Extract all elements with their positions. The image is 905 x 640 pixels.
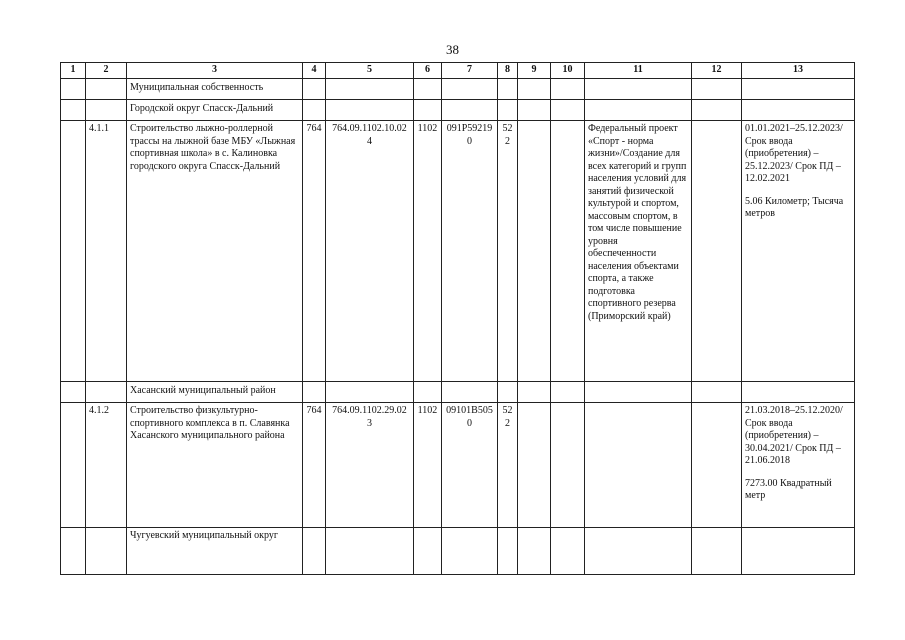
header-cell: 6 xyxy=(414,63,442,79)
header-cell: 12 xyxy=(692,63,742,79)
row-number: 4.1.2 xyxy=(86,403,127,528)
investment-objects-table xyxy=(60,62,855,575)
header-cell: 1 xyxy=(61,63,86,79)
cell-col8: 52 2 xyxy=(498,403,518,528)
deadlines-cell xyxy=(742,121,855,382)
header-cell: 7 xyxy=(442,63,498,79)
cell-col5: 764.09.1102.29.02 3 xyxy=(326,403,414,528)
header-cell: 8 xyxy=(498,63,518,79)
header-cell: 9 xyxy=(518,63,551,79)
table-row xyxy=(61,403,855,528)
capacity-text: 5.06 Километр; Тысяча метров xyxy=(745,195,844,219)
section-label: Городской округ Спасск-Дальний xyxy=(127,100,303,121)
section-label: Чугуевский муниципальный округ xyxy=(127,528,303,575)
federal-project xyxy=(585,403,692,528)
cell-col7: 091P59219 0 xyxy=(442,121,498,382)
section-row xyxy=(61,79,855,100)
capacity-text: 7273.00 Квадратный метр xyxy=(745,477,832,501)
federal-project: Федеральный проект «Спорт - норма жизни»/Создание для всех категорий и групп населения условий для занятий физической культурой и спортом, массовым спортом, в том числе повышение уровня обеспеченности населения объектами спорта, а также подготовка спортивного резерва (Приморский край) xyxy=(585,121,692,382)
cell-col4: 764 xyxy=(303,403,326,528)
header-cell: 4 xyxy=(303,63,326,79)
cell-col8: 52 2 xyxy=(498,121,518,382)
section-row xyxy=(61,528,855,575)
row-number: 4.1.1 xyxy=(86,121,127,382)
cell-col6: 1102 xyxy=(414,403,442,528)
header-cell: 10 xyxy=(551,63,585,79)
deadlines-text: 01.01.2021–25.12.2023/ Срок ввода (приобретения) – 25.12.2023/ Срок ПД – 12.02.2021 xyxy=(745,123,843,184)
table-row xyxy=(61,121,855,382)
header-row xyxy=(61,63,855,79)
header-cell: 2 xyxy=(86,63,127,79)
header-cell: 13 xyxy=(742,63,855,79)
cell-col5: 764.09.1102.10.02 4 xyxy=(326,121,414,382)
object-name: Строительство физкультурно-спортивного комплекса в п. Славянка Хасанского муниципального района xyxy=(127,403,303,528)
object-name: Строительство лыжно-роллерной трассы на лыжной базе МБУ «Лыжная спортивная школа» в с. Калиновка городского округа Спасск-Дальний xyxy=(127,121,303,382)
cell-col6: 1102 xyxy=(414,121,442,382)
section-row xyxy=(61,100,855,121)
deadlines-text: 21.03.2018–25.12.2020/ Срок ввода (приобретения) – 30.04.2021/ Срок ПД – 21.06.2018 xyxy=(745,405,843,466)
header-cell: 11 xyxy=(585,63,692,79)
header-cell: 5 xyxy=(326,63,414,79)
section-label: Муниципальная собственность xyxy=(127,79,303,100)
cell-col4: 764 xyxy=(303,121,326,382)
page-number: 38 xyxy=(446,42,459,57)
section-label: Хасанский муниципальный район xyxy=(127,382,303,403)
header-cell: 3 xyxy=(127,63,303,79)
deadlines-cell xyxy=(742,403,855,528)
section-row xyxy=(61,382,855,403)
cell-col7: 09101B505 0 xyxy=(442,403,498,528)
